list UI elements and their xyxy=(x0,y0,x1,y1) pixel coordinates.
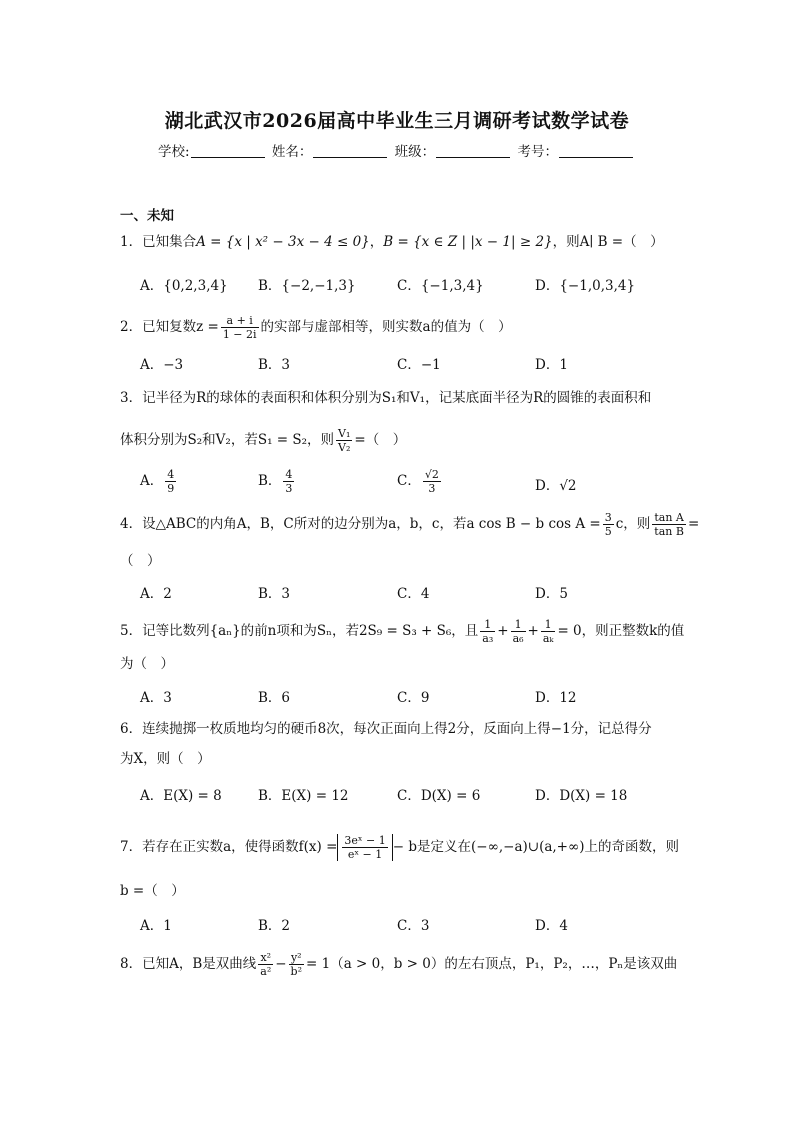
student-info-line xyxy=(0,140,794,160)
q3-option-a-fraction xyxy=(165,468,176,495)
q8-f2-den: b² xyxy=(290,965,302,978)
q3-a-den: 9 xyxy=(167,482,175,495)
q5-f2-num: 1 xyxy=(511,618,526,632)
q3-option-a[interactable] xyxy=(140,468,178,495)
q8-fraction-2 xyxy=(289,951,304,978)
q7-options xyxy=(140,914,680,936)
q4-f2-den: tan B xyxy=(654,525,684,538)
q8-tail: = 1（a > 0，b > 0）的左右顶点，P₁，P₂，…，Pₙ是该双曲 xyxy=(306,956,678,972)
q2-options xyxy=(140,353,680,375)
q8-fraction-1 xyxy=(258,951,273,978)
q3-option-d[interactable] xyxy=(535,474,577,494)
q4-fraction-2 xyxy=(652,511,686,538)
exam-id-blank[interactable] xyxy=(559,145,633,158)
q3-c-num: √2 xyxy=(424,468,439,481)
q4-f1-num: 3 xyxy=(604,511,612,524)
q8-f1-num: x² xyxy=(258,951,273,965)
q2-tail: 的实部与虚部相等，则实数a的值为（ ） xyxy=(260,319,512,335)
info-id-label: 考号： xyxy=(517,144,558,160)
question-1 xyxy=(120,232,680,252)
q3-b-num: 4 xyxy=(285,468,293,481)
q4-option-b[interactable]: B．3 xyxy=(258,586,291,602)
q1-set-b: B = {x ∈ Z | |x − 1| ≥ 2} xyxy=(383,234,553,250)
q4-option-c[interactable]: C．4 xyxy=(397,586,430,602)
question-3-line-1: 3．记半径为R的球体的表面积和体积分别为S₁和V₁，记某底面半径为R的圆锥的表面积和 xyxy=(120,390,652,406)
info-school-label: 学校: xyxy=(158,144,190,160)
q6-option-b[interactable]: B．E(X) = 12 xyxy=(258,788,349,804)
school-blank[interactable] xyxy=(191,145,265,158)
q5-f2-den: a₆ xyxy=(512,632,524,645)
q3-denominator: V₂ xyxy=(338,441,351,454)
q6-option-d[interactable]: D．D(X) = 18 xyxy=(535,788,628,804)
question-7-line-1 xyxy=(120,834,680,861)
q2-option-b[interactable]: B．3 xyxy=(258,357,291,373)
q5-f3-num: 1 xyxy=(541,618,556,632)
q8-minus: − xyxy=(275,956,287,972)
q5-f3-den: aₖ xyxy=(542,632,554,645)
q4-f2-num: tan A xyxy=(652,511,686,525)
q7-numerator: 3eˣ − 1 xyxy=(344,834,386,847)
q5-f1-den: a₃ xyxy=(482,632,494,645)
q2-option-a[interactable]: A．−3 xyxy=(140,357,184,373)
q3-option-c[interactable] xyxy=(397,468,443,495)
q1-set-a: A = {x | x² − 3x − 4 ≤ 0} xyxy=(196,234,370,250)
question-3-line-2 xyxy=(120,427,680,454)
q8-f1-den: a² xyxy=(260,965,272,978)
q1-option-c[interactable]: C．{−1,3,4} xyxy=(397,278,484,294)
q7-line1-prefix: 7．若存在正实数a，使得函数f(x) = xyxy=(120,839,338,855)
q4-options xyxy=(140,582,680,604)
question-7-line-2: b =（ ） xyxy=(120,883,185,899)
q1-prefix: 1．已知集合 xyxy=(120,234,197,250)
q5-fraction-3 xyxy=(541,618,556,645)
q2-numerator: a + i xyxy=(221,314,259,328)
q4-option-a[interactable]: A．2 xyxy=(140,586,172,602)
q3-c-den: 3 xyxy=(428,482,436,495)
q4-line1-prefix: 4．设△ABC的内角A，B，C所对的边分别为a，b，c，若a cos B − b cos A = xyxy=(120,516,601,532)
q6-options xyxy=(140,784,680,806)
q3-options xyxy=(140,468,680,498)
q5-option-b[interactable]: B．6 xyxy=(258,690,291,706)
q2-prefix: 2．已知复数z = xyxy=(120,319,219,335)
q7-line1-tail: − b是定义在(−∞,−a)∪(a,+∞)上的奇函数，则 xyxy=(392,839,680,855)
section-heading: 一、未知 xyxy=(120,208,174,224)
question-8-line-1 xyxy=(120,951,680,978)
q5-option-a[interactable]: A．3 xyxy=(140,690,172,706)
class-blank[interactable] xyxy=(436,145,510,158)
q5-fraction-1 xyxy=(480,618,495,645)
q3-line2-prefix: 体积分别为S₂和V₂，若S₁ = S₂，则 xyxy=(120,432,335,448)
q3-option-b-label: B． xyxy=(258,473,282,489)
q5-options xyxy=(140,686,680,708)
q1-option-b[interactable]: B．{−2,−1,3} xyxy=(258,278,356,294)
name-blank[interactable] xyxy=(313,145,387,158)
q1-options xyxy=(140,274,680,296)
q1-sep: ， xyxy=(369,234,384,250)
q8-f2-num: y² xyxy=(289,951,304,965)
question-5-line-2: 为（ ） xyxy=(120,656,174,672)
q3-b-den: 3 xyxy=(285,482,293,495)
q5-option-d[interactable]: D．12 xyxy=(535,690,577,706)
q3-a-num: 4 xyxy=(167,468,175,481)
q3-option-b[interactable] xyxy=(258,468,296,495)
q3-option-d-label: D． xyxy=(535,478,560,494)
q3-option-c-fraction xyxy=(423,468,441,495)
q3-numerator: V₁ xyxy=(338,427,351,440)
q2-denominator: 1 − 2i xyxy=(222,328,257,341)
q2-option-c[interactable]: C．−1 xyxy=(397,357,441,373)
q2-option-d[interactable]: D．1 xyxy=(535,357,568,373)
q8-prefix: 8．已知A，B是双曲线 xyxy=(120,956,257,972)
q5-line1-prefix: 5．记等比数列{aₙ}的前n项和为Sₙ，若2S₉ = S₃ + S₆，且 xyxy=(120,623,479,639)
q4-line1-tail: = xyxy=(687,516,700,532)
q5-line1-tail: = 0，则正整数k的值 xyxy=(557,623,685,639)
q1-option-a[interactable]: A．{0,2,3,4} xyxy=(140,278,228,294)
question-4-line-1 xyxy=(120,511,700,538)
exam-title: 湖北武汉市2026届高中毕业生三月调研考试数学试卷 xyxy=(164,110,630,132)
question-6-line-1: 6．连续抛掷一枚质地均匀的硬币8次，每次正面向上得2分，反面向上得−1分，记总得分 xyxy=(120,721,652,737)
q7-option-c[interactable]: C．3 xyxy=(397,918,430,934)
q1-option-d[interactable]: D．{−1,0,3,4} xyxy=(535,278,636,294)
question-4-line-2: （ ） xyxy=(120,553,161,569)
question-5-line-1: 5．记等比数列{aₙ}的前n项和为Sₙ，若2S₉ = S₃ + S₆，且 $\frac{1}{\text{a₃}}$ + $\frac{1}{\text{a₆}}$ + $\frac{1}{\text{aₖ}}$ = 0，则正整数k的值 xyxy=(120,618,685,645)
q6-option-c[interactable]: C．D(X) = 6 xyxy=(397,788,481,804)
q3-option-c-label: C． xyxy=(397,473,421,489)
question-6-line-2: 为X，则（ ） xyxy=(120,751,211,767)
q7-absolute-value xyxy=(337,834,392,861)
q4-fraction-1 xyxy=(603,511,614,538)
q5-f1-num: 1 xyxy=(480,618,495,632)
question-2 xyxy=(120,314,680,341)
q1-tail: ，则A∣ B =（ ） xyxy=(552,234,664,250)
q3-option-a-label: A． xyxy=(140,473,164,489)
q7-option-b[interactable]: B．2 xyxy=(258,918,291,934)
q7-option-a[interactable]: A．1 xyxy=(140,918,172,934)
q3-line2-tail: =（ ） xyxy=(354,432,407,448)
q7-option-d[interactable]: D．4 xyxy=(535,918,568,934)
q4-f1-den: 5 xyxy=(604,525,612,538)
q6-option-a[interactable]: A．E(X) = 8 xyxy=(140,788,222,804)
info-class-label: 班级： xyxy=(394,144,436,160)
q3-option-d-value: √2 xyxy=(559,478,577,494)
q3-fraction xyxy=(336,427,352,454)
q4-option-d[interactable]: D．5 xyxy=(535,586,568,602)
info-name-label: 姓名： xyxy=(271,144,313,160)
q4-line1-mid: c，则 xyxy=(615,516,651,532)
q7-fraction xyxy=(342,834,387,861)
q3-option-b-fraction xyxy=(283,468,294,495)
q7-denominator: eˣ − 1 xyxy=(347,848,383,861)
q5-option-c[interactable]: C．9 xyxy=(397,690,430,706)
q5-fraction-2 xyxy=(511,618,526,645)
q2-fraction xyxy=(221,314,259,341)
